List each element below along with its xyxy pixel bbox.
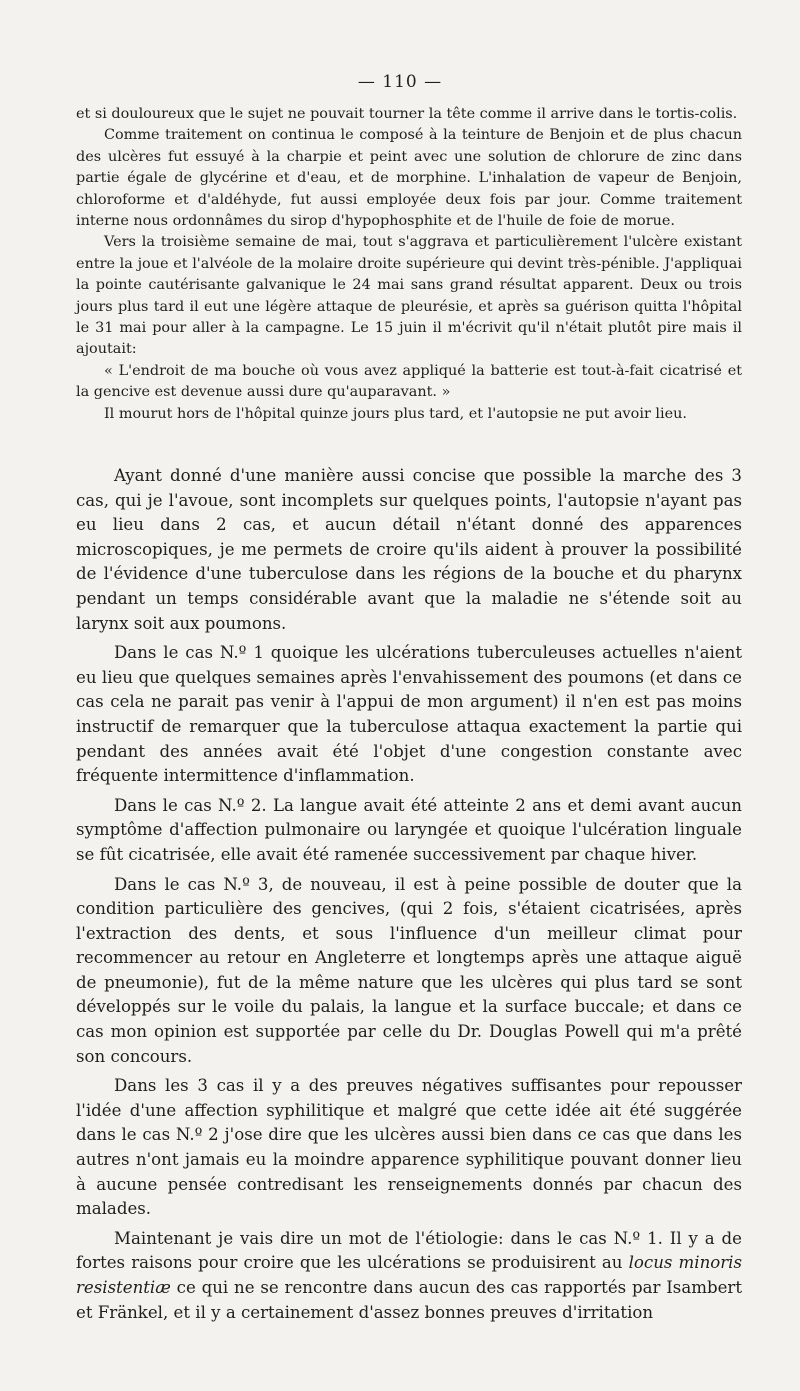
case-note-paragraph: Il mourut hors de l'hôpital quinze jours plus tard, et l'autopsie ne put avoir lieu. bbox=[104, 405, 687, 422]
discussion-section bbox=[76, 464, 742, 1330]
discussion-paragraph: Dans le cas N.º 1 quoique les ulcérations tuberculeuses actuelles n'aient eu lieu que quelques semaines après l'envahissement des poumons (et dans ce cas cela ne parait pas venir à l'appui de mon argument) il n'en est pas moins instructif de remarquer que la tuberculose attaqua exactement la partie qui pendant des années avait été l'objet d'une congestion constante avec fréquente intermittence d'inflammation. bbox=[76, 643, 742, 786]
discussion-paragraph: Dans les 3 cas il y a des preuves négatives suffisantes pour repousser l'idée d'une affection syphilitique et malgré que cette idée ait été suggérée dans le cas N.º 2 j'ose dire que les ulcères aussi bien dans ce cas que dans les autres n'ont jamais eu la moindre apparence syphilitique pouvant donner lieu à aucune pensée contredisant les renseignements donnés par chacun des malades. bbox=[76, 1076, 742, 1219]
discussion-paragraph: Dans le cas N.º 2. La langue avait été atteinte 2 ans et demi avant aucun symptôme d'affection pulmonaire ou laryngée et quoique l'ulcération linguale se fût cicatrisée, elle avait été ramenée successivement par chaque hiver. bbox=[76, 795, 742, 864]
discussion-paragraph: Dans le cas N.º 3, de nouveau, il est à peine possible de douter que la condition particulière des gencives, (qui 2 fois, s'étaient cicatrisées, après l'extraction des dents, et sous l'influence d'un meilleur climat pour recommencer au retour en Angleterre et longtemps après une attaque aiguë de pneumonie), fut de la même nature que les ulcères qui plus tard se sont développés sur le voile du palais, la langue et la surface buccale; et dans ce cas mon opinion est supportée par celle du Dr. Douglas Powell qui m'a prêté son concours. bbox=[76, 874, 742, 1066]
case-note-quote: « L'endroit de ma bouche où vous avez appliqué la batterie est tout-à-fait cicatrisé et la gencive est devenue aussi dure qu'auparavant. » bbox=[76, 362, 742, 401]
discussion-paragraph: Ayant donné d'une manière aussi concise que possible la marche des 3 cas, qui je l'avoue, sont incomplets sur quelques points, l'autopsie n'ayant pas eu lieu dans 2 cas, et aucun détail n'étant donné des apparences microscopiques, je me permets de croire qu'ils aident à prouver la possibilité de l'évidence d'une tuberculose dans les régions de la bouche et du pharynx pendant un temps considérable avant que la maladie ne s'étende soit au larynx soit aux poumons. bbox=[76, 466, 742, 633]
case-note-paragraph: Vers la troisième semaine de mai, tout s'aggrava et particulièrement l'ulcère existant entre la joue et l'alvéole de la molaire droite supérieure qui devint très-pénible. J'appliquai la pointe cautérisante galvanique le 24 mai sans grand résultat apparent. Deux ou trois jours plus tard il eut une légère attaque de pleurésie, et après sa guérison quitta l'hôpital le 31 mai pour aller à la campagne. Le 15 juin il m'écrivit qu'il n'était plutôt pire mais il ajoutait: bbox=[76, 234, 742, 358]
discussion-paragraph bbox=[76, 1227, 742, 1325]
case-notes-section bbox=[76, 104, 742, 425]
italic-latin-term: locus minoris resistentiæ bbox=[76, 1253, 743, 1297]
text-run: ce qui ne se rencontre dans aucun des cas rapportés par Isambert et Fränkel, et il y a certainement d'assez bonnes preuves d'irritation bbox=[76, 1278, 742, 1322]
case-note-paragraph: et si douloureux que le sujet ne pouvait tourner la tête comme il arrive dans le tortis-colis. bbox=[76, 106, 738, 122]
page-number: — 110 — bbox=[357, 72, 443, 92]
case-note-paragraph: Comme traitement on continua le composé à la teinture de Benjoin et de plus chacun des ulcères fut essuyé à la charpie et peint avec une solution de chlorure de zinc dans partie égale de glycérine et d'eau, et de morphine. L'inhalation de vapeur de Benjoin, chloroforme et d'aldéhyde, fut aussi employée deux fois par jour. Comme traitement interne nous ordonnâmes du sirop d'hypophosphite et de l'huile de foie de morue. bbox=[76, 127, 742, 230]
text-run: Maintenant je vais dire un mot de l'étiologie: dans le cas N.º 1. Il y a de fortes raisons pour croire que les ulcérations se produisirent au bbox=[76, 1228, 742, 1273]
